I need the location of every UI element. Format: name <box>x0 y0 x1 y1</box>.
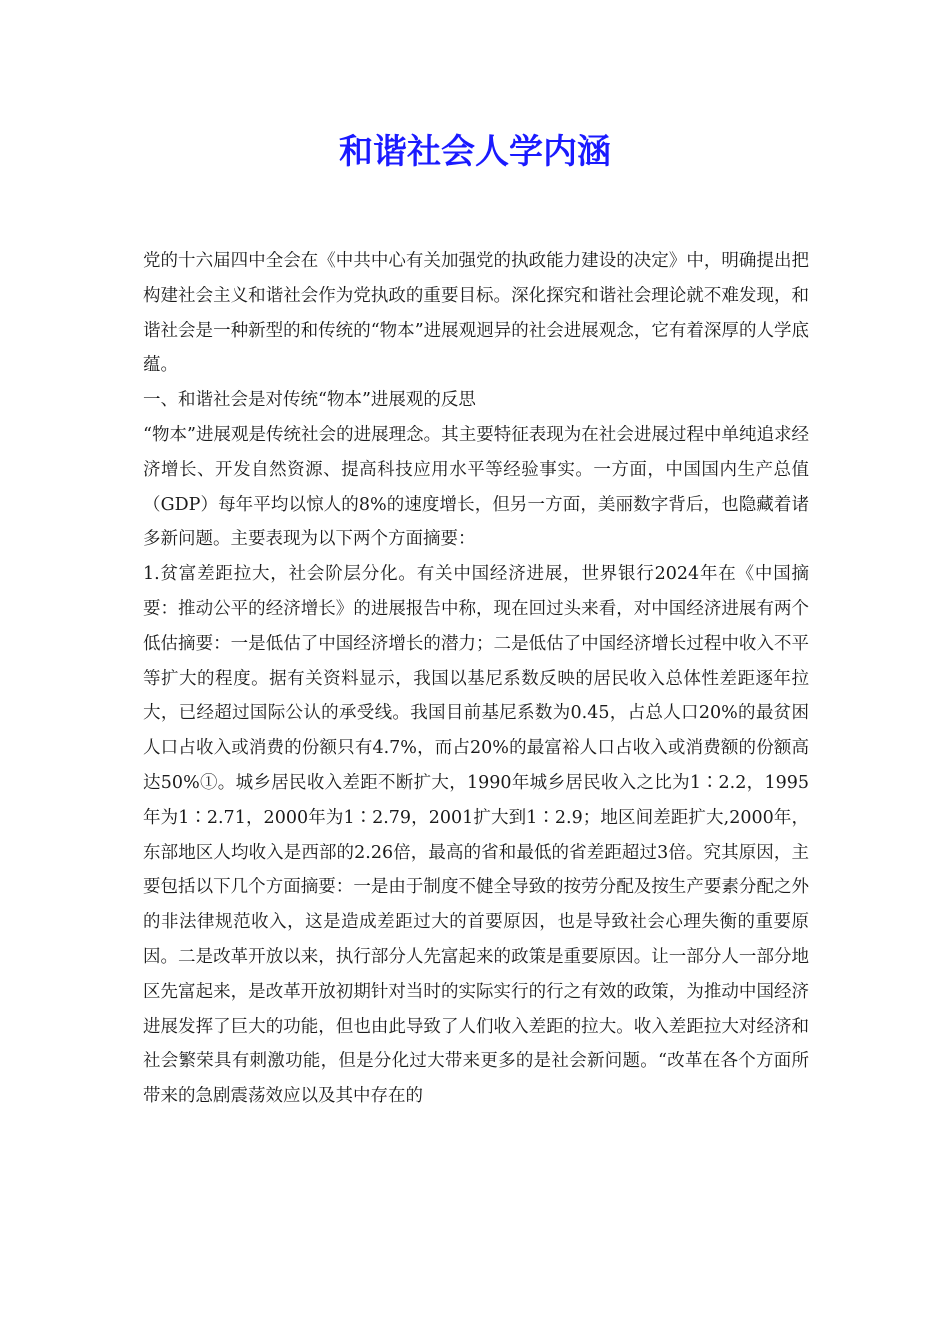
paragraph-intro: 党的十六届四中全会在《中共中心有关加强党的执政能力建设的决定》中，明确提出把构建社会主义和谐社会作为党执政的重要目标。深化探究和谐社会理论就不难发现，和谐社会是一种新型的和传统的“物本”进展观迥异的社会进展观念，它有着深厚的人学底蕴。 <box>143 251 809 376</box>
paragraph-wuben: “物本”进展观是传统社会的进展理念。其主要特征表现为在社会进展过程中单纯追求经济增长、开发自然资源、提高科技应用水平等经验事实。一方面，中国国内生产总值（GDP）每年平均以惊人的8%的速度增长，但另一方面，美丽数字背后，也隐藏着诸多新问题。主要表现为以下两个方面摘要： <box>143 424 809 550</box>
document-body <box>143 244 809 1114</box>
section-heading-1: 一、和谐社会是对传统“物本”进展观的反思 <box>143 390 476 411</box>
document-title: 和谐社会人学内涵 <box>339 132 611 172</box>
paragraph-point-1: 1.贫富差距拉大，社会阶层分化。有关中国经济进展，世界银行2024年在《中国摘要：推动公平的经济增长》的进展报告中称，现在回过头来看，对中国经济进展有两个低估摘要：一是低估了中国经济增长的潜力；二是低估了中国经济增长过程中收入不平等扩大的程度。据有关资料显示，我国以基尼系数反映的居民收入总体性差距逐年拉大，已经超过国际公认的承受线。我国目前基尼系数为0.45，占总人口20%的最贫困人口占收入或消费的份额只有4.7%，而占20%的最富裕人口占收入或消费额的份额高达50%①。城乡居民收入差距不断扩大，1990年城乡居民收入之比为1∶2.2，1995年为1∶2.71，2000年为1∶2.79，2001扩大到1∶2.9；地区间差距扩大,2000年，东部地区人均收入是西部的2.26倍，最高的省和最低的省差距超过3倍。究其原因，主要包括以下几个方面摘要：一是由于制度不健全导致的按劳分配及按生产要素分配之外的非法律规范收入，这是造成差距过大的首要原因，也是导致社会心理失衡的重要原因。二是改革开放以来，执行部分人先富起来的政策是重要原因。让一部分人一部分地区先富起来，是改革开放初期针对当时的实际实行的行之有效的政策，为推动中国经济进展发挥了巨大的功能，但也由此导致了人们收入差距的拉大。收入差距拉大对经济和社会繁荣具有刺激功能，但是分化过大带来更多的是社会新问题。“改革在各个方面所带来的急剧震荡效应以及其中存在的 <box>143 564 809 1107</box>
